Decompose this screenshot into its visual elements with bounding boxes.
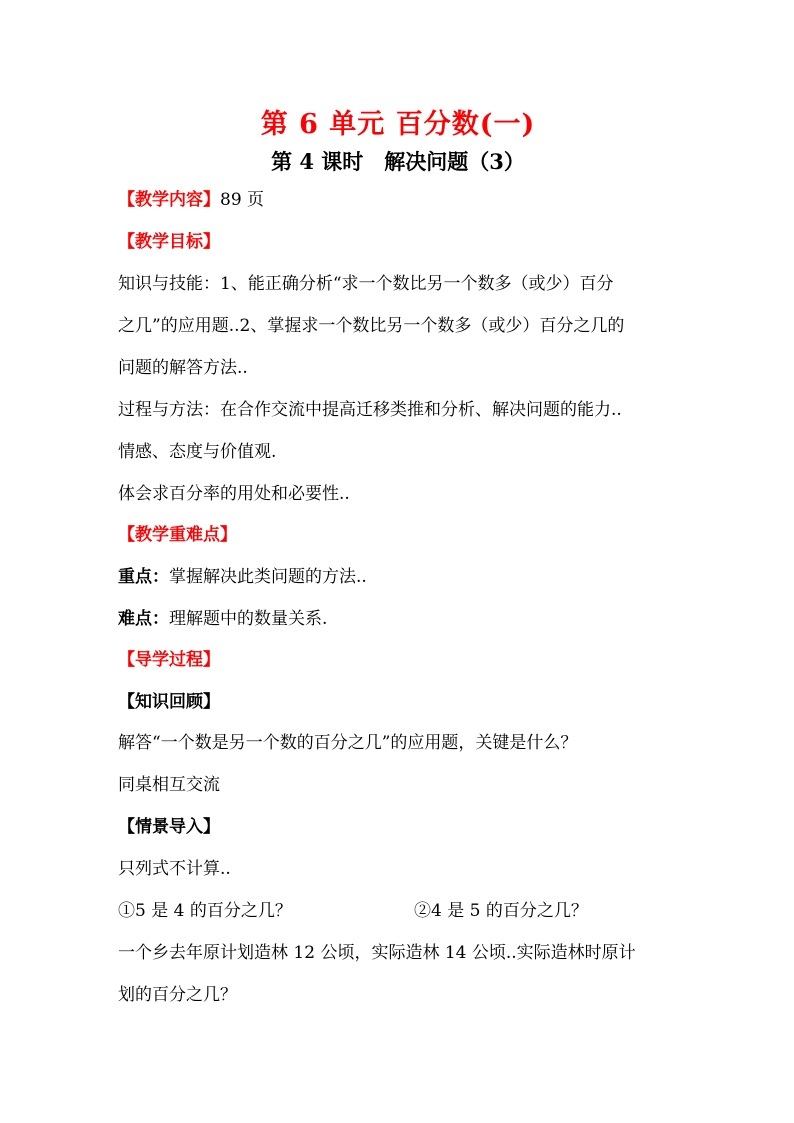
intro-instruction: 只列式不计算.. bbox=[118, 859, 231, 879]
objective-line: 过程与方法：在合作交流中提高迁移类推和分析、解决问题的能力.. bbox=[118, 400, 622, 420]
problem-line: 划的百分之几？ bbox=[118, 985, 237, 1005]
keypoint-label: 重点： bbox=[118, 567, 169, 587]
objective-line: 之几”的应用题..2、掌握求一个数比另一个数多（或少）百分之几的 bbox=[118, 316, 625, 336]
keypoint-line bbox=[118, 607, 327, 631]
intro-heading: 【情景导入】 bbox=[118, 817, 220, 837]
keypoint-label: 难点： bbox=[118, 609, 169, 629]
lesson-subtitle: 第 4 课时 解决问题（3） bbox=[271, 149, 525, 174]
intro-question: ②4 是 5 的百分之几？ bbox=[414, 901, 588, 921]
content-line bbox=[118, 188, 264, 212]
process-heading: 【导学过程】 bbox=[118, 650, 220, 670]
content-heading: 【教学内容】 bbox=[118, 190, 220, 210]
objective-line: 体会求百分率的用处和必要性.. bbox=[118, 484, 350, 504]
objective-line: 知识与技能：1、能正确分析“求一个数比另一个数多（或少）百分 bbox=[118, 274, 614, 294]
intro-question: ①5 是 4 的百分之几？ bbox=[118, 901, 292, 921]
problem-line: 一个乡去年原计划造林 12 公顷，实际造林 14 公顷..实际造林时原计 bbox=[118, 943, 636, 963]
review-heading: 【知识回顾】 bbox=[118, 692, 220, 712]
review-line: 解答“一个数是另一个数的百分之几”的应用题，关键是什么？ bbox=[118, 733, 578, 753]
content-value: 89 页 bbox=[220, 190, 265, 210]
objective-line: 问题的解答方法.. bbox=[118, 358, 248, 378]
keypoint-line bbox=[118, 565, 367, 589]
review-line: 同桌相互交流 bbox=[118, 775, 220, 795]
objectives-heading: 【教学目标】 bbox=[118, 232, 220, 252]
keypoints-heading: 【教学重难点】 bbox=[118, 525, 237, 545]
unit-title: 第 6 单元 百分数(一) bbox=[260, 109, 536, 140]
keypoint-text: 理解题中的数量关系. bbox=[169, 609, 328, 629]
keypoint-text: 掌握解决此类问题的方法.. bbox=[169, 567, 367, 587]
objective-line: 情感、态度与价值观. bbox=[118, 442, 277, 462]
